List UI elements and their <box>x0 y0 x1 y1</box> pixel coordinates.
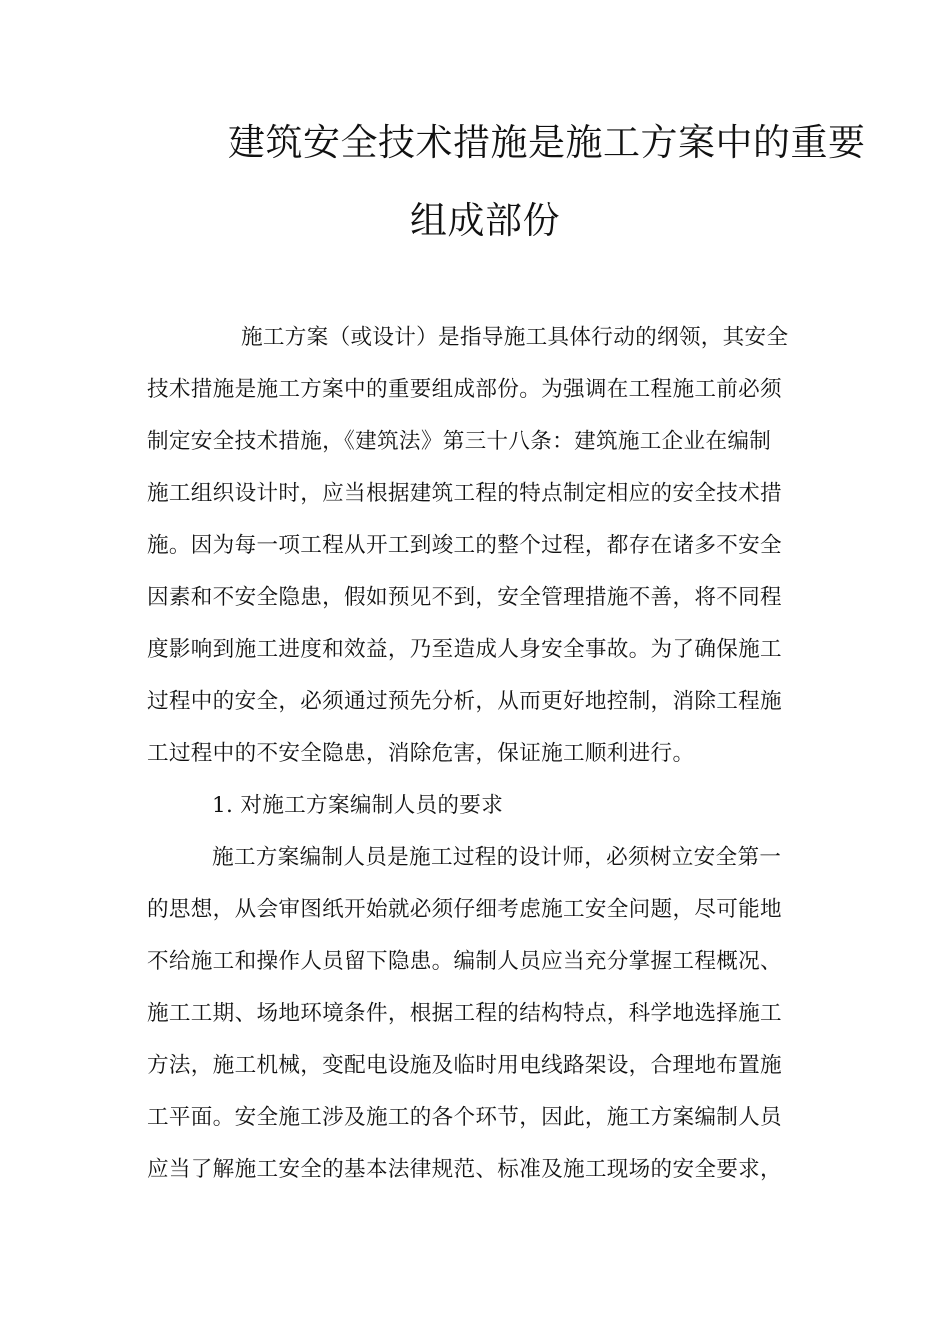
paragraph-2-line-4: 施工工期、场地环境条件，根据工程的结构特点，科学地选择施工 <box>147 1001 782 1026</box>
section-heading-1: 1. 对施工方案编制人员的要求 <box>212 793 504 818</box>
paragraph-1-line-8: 过程中的安全，必须通过预先分析，从而更好地控制，消除工程施 <box>147 689 782 714</box>
paragraph-1-line-4: 施工组织设计时，应当根据建筑工程的特点制定相应的安全技术措 <box>147 481 782 506</box>
document-title-line-2: 组成部份 <box>410 199 560 242</box>
paragraph-1-line-6: 因素和不安全隐患，假如预见不到，安全管理措施不善，将不同程 <box>147 585 782 610</box>
paragraph-1-line-2: 技术措施是施工方案中的重要组成部份。为强调在工程施工前必须 <box>147 377 782 402</box>
paragraph-1-line-7: 度影响到施工进度和效益，乃至造成人身安全事故。为了确保施工 <box>147 637 782 662</box>
paragraph-1-line-3: 制定安全技术措施，《建筑法》第三十八条：建筑施工企业在编制 <box>147 429 772 454</box>
paragraph-2-line-6: 工平面。安全施工涉及施工的各个环节，因此，施工方案编制人员 <box>147 1105 782 1130</box>
paragraph-1-line-1: 施工方案（或设计）是指导施工具体行动的纲领，其安全 <box>241 325 789 350</box>
paragraph-2-line-3: 不给施工和操作人员留下隐患。编制人员应当充分掌握工程概况、 <box>147 949 782 974</box>
paragraph-1-line-5: 施。因为每一项工程从开工到竣工的整个过程，都存在诸多不安全 <box>147 533 782 558</box>
paragraph-1-line-9: 工过程中的不安全隐患，消除危害，保证施工顺利进行。 <box>147 741 695 766</box>
paragraph-2-line-5: 方法，施工机械，变配电设施及临时用电线路架设，合理地布置施 <box>147 1053 782 1078</box>
paragraph-2-line-1: 施工方案编制人员是施工过程的设计师，必须树立安全第一 <box>212 845 782 870</box>
paragraph-2-line-2: 的思想，从会审图纸开始就必须仔细考虑施工安全问题，尽可能地 <box>147 897 782 922</box>
document-title-line-1: 建筑安全技术措施是施工方案中的重要 <box>228 121 866 164</box>
paragraph-2-line-7: 应当了解施工安全的基本法律规范、标准及施工现场的安全要求， <box>147 1157 782 1182</box>
